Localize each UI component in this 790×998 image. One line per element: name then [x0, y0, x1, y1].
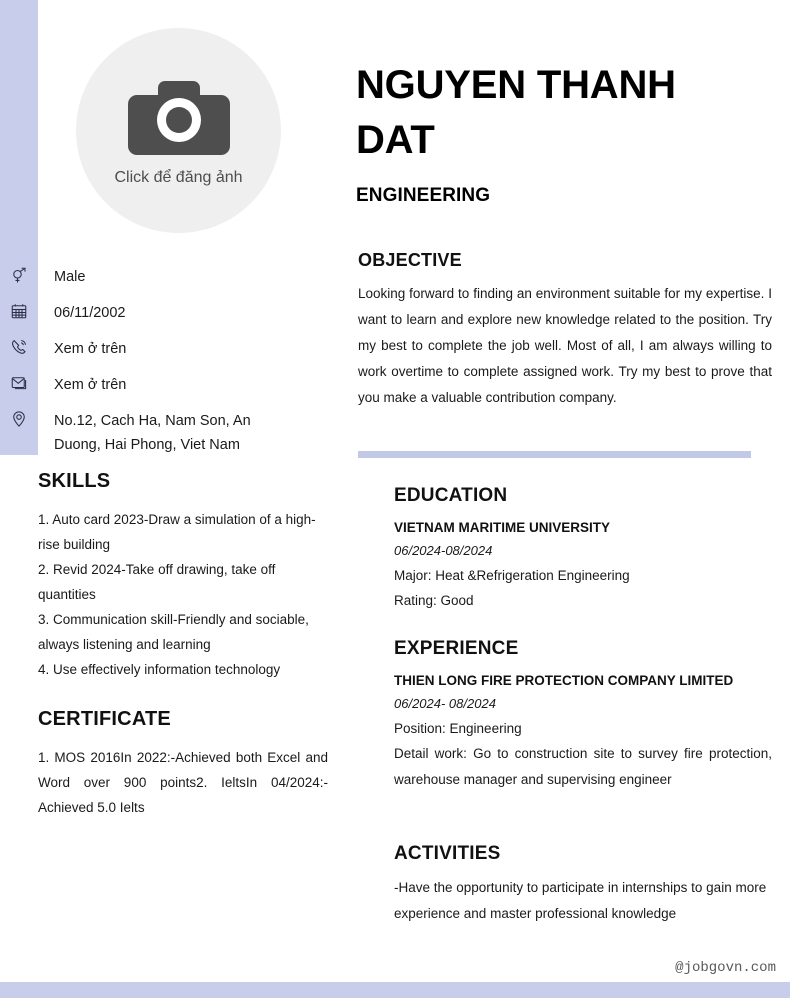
info-value-birthdate: 06/11/2002 [54, 305, 126, 321]
skill-item: 3. Communication skill-Friendly and sociable, always listening and learning [38, 612, 309, 652]
education-section [394, 485, 772, 613]
info-value-phone: Xem ở trên [54, 341, 127, 357]
photo-upload-label: Click để đăng ảnh [114, 168, 243, 186]
location-pin-icon [0, 409, 38, 428]
info-row-address [0, 409, 340, 457]
page-title: NGUYEN THANH DAT [356, 63, 676, 162]
info-row-gender [0, 265, 340, 289]
experience-heading: EXPERIENCE [394, 638, 519, 659]
education-dates: 06/2024-08/2024 [394, 543, 493, 558]
skill-item: 4. Use effectively information technology [38, 662, 281, 677]
gender-icon [0, 265, 38, 284]
education-rating: Rating: Good [394, 593, 474, 608]
skills-heading: SKILLS [38, 470, 111, 492]
certificate-body: 1. MOS 2016In 2022:-Achieved both Excel and Word over 900 points2. IeltsIn 04/2024:-Achieved 5.0 Ielts [38, 750, 328, 815]
experience-dates: 06/2024- 08/2024 [394, 696, 496, 711]
education-major: Major: Heat &Refrigeration Engineering [394, 568, 630, 583]
left-column [0, 0, 340, 998]
experience-position: Position: Engineering [394, 721, 522, 736]
info-value-email: Xem ở trên [54, 377, 127, 393]
education-heading: EDUCATION [394, 485, 508, 506]
info-value-address: No.12, Cach Ha, Nam Son, An Duong, Hai Phong, Viet Nam [54, 413, 251, 453]
activities-heading: ACTIVITIES [394, 843, 501, 864]
experience-detail: Detail work: Go to construction site to survey fire protection, warehouse manager and supervising engineer [394, 746, 772, 787]
calendar-icon [0, 301, 38, 320]
personal-info-list [0, 265, 340, 469]
right-column [340, 0, 790, 998]
camera-icon [128, 81, 230, 155]
skill-item: 2. Revid 2024-Take off drawing, take off quantities [38, 562, 276, 602]
skills-body [38, 507, 328, 682]
info-row-email [0, 373, 340, 397]
education-school: VIETNAM MARITIME UNIVERSITY [394, 520, 611, 535]
envelope-icon [0, 373, 38, 392]
skills-section [38, 470, 328, 682]
skill-item: 1. Auto card 2023-Draw a simulation of a high-rise building [38, 512, 316, 552]
certificate-section [38, 708, 328, 820]
objective-section [358, 250, 772, 411]
job-title: ENGINEERING [356, 185, 491, 206]
objective-heading: OBJECTIVE [358, 250, 462, 270]
info-row-phone [0, 337, 340, 361]
phone-icon [0, 337, 38, 356]
activities-section [394, 843, 772, 927]
photo-upload-placeholder[interactable] [76, 28, 281, 233]
info-row-birthdate [0, 301, 340, 325]
site-watermark: @jobgovn.com [675, 960, 776, 976]
certificate-heading: CERTIFICATE [38, 708, 171, 730]
info-value-gender: Male [54, 269, 86, 285]
activities-body: -Have the opportunity to participate in internships to gain more experience and master professional knowledge [394, 880, 767, 921]
objective-body: Looking forward to finding an environment suitable for my expertise. I want to learn and explore new knowledge related to the position. Try my best to complete the job well. Most of all, I am always willing to work overtime to complete assigned work. Try my best to prove that you make a valuable contribution company. [358, 286, 772, 405]
experience-section [394, 638, 772, 793]
experience-company: THIEN LONG FIRE PROTECTION COMPANY LIMITED [394, 673, 734, 688]
